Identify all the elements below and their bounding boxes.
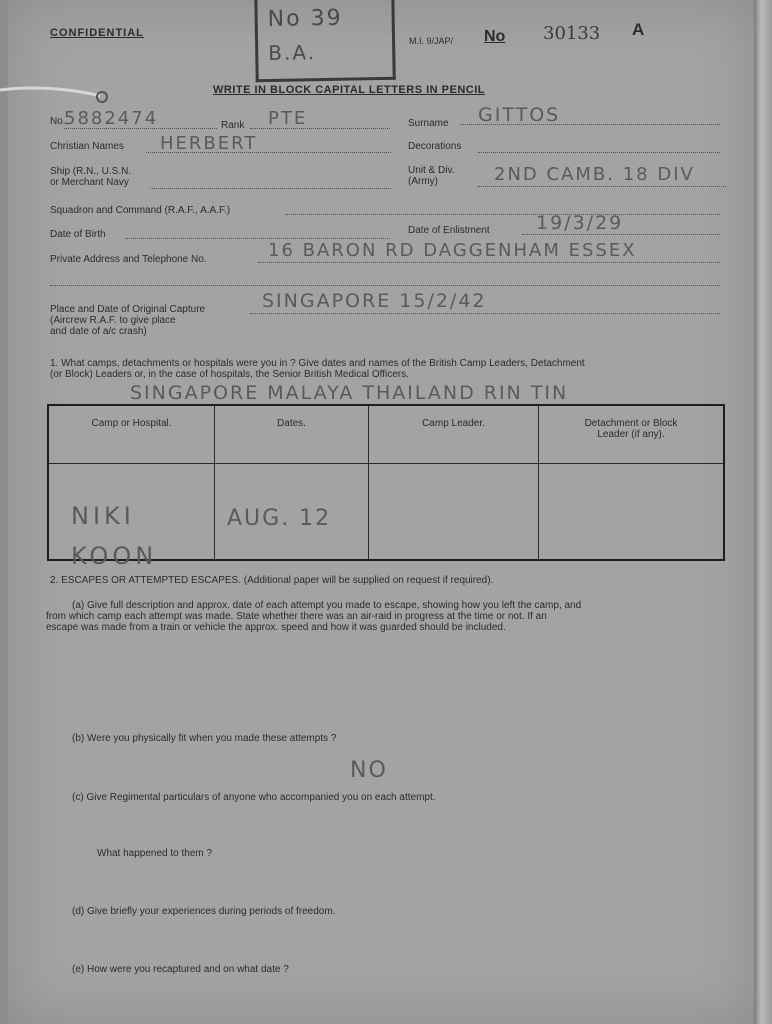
answer-b: NO [350, 758, 388, 783]
question-b: (b) Were you physically fit when you made these attempts ? [72, 733, 337, 744]
dates-cell [215, 464, 369, 561]
address-label: Private Address and Telephone No. [50, 254, 207, 265]
table-row [48, 464, 724, 561]
enlistment-value: 19/3/29 [536, 212, 624, 234]
capture-label-line2: (Aircrew R.A.F. to give place [50, 315, 176, 326]
capture-label-line1: Place and Date of Original Capture [50, 304, 206, 315]
question-a-line3: escape was made from a train or vehicle the approx. speed and how it was guarded should be included. [46, 622, 506, 633]
enlistment-label: Date of Enlistment [408, 225, 490, 236]
christian-names-value: HERBERT [160, 133, 258, 154]
camps-table-header [48, 405, 724, 464]
camp-leader-cell [369, 464, 539, 561]
camp-value: NIKI KOON [71, 502, 158, 570]
decorations-label: Decorations [408, 141, 462, 152]
col-camp: Camp or Hospital. [48, 405, 215, 464]
surname-label: Surname [408, 118, 449, 129]
question-a-line2: from which camp each attempt was made. State whether there was an air-raid in progress at the time or not. If an [46, 611, 547, 622]
question-c: (c) Give Regimental particulars of anyone who accompanied you on each attempt. [72, 792, 436, 803]
question-a-line1: (a) Give full description and approx. date of each attempt you made to escape, showing how you left the camp, and [72, 600, 582, 611]
no-label: No. [50, 116, 66, 127]
number-label: No [484, 28, 506, 45]
christian-names-label: Christian Names [50, 141, 124, 152]
rank-label: Rank [221, 120, 245, 131]
question-a [46, 600, 736, 633]
instruction-heading: WRITE IN BLOCK CAPITAL LETTERS IN PENCIL [213, 84, 485, 96]
section1-question-line2: (or Block) Leaders or, in the case of hospitals, the Senior British Medical Officers. [50, 369, 409, 380]
ship-label [50, 166, 131, 188]
section1-question-line1: 1. What camps, detachments or hospitals were you in ? Give dates and names of the British Camp Leaders, Detachment [50, 358, 585, 369]
question-d: (d) Give briefly your experiences during periods of freedom. [72, 906, 336, 917]
rank-value: PTE [268, 108, 308, 129]
dates-value: AUG. 12 [227, 506, 332, 531]
string-tie [0, 84, 110, 104]
form-suffix: A [632, 20, 645, 39]
col-camp-leader: Camp Leader. [369, 405, 539, 464]
unit-label-line2: (Army) [408, 176, 438, 187]
stamp-box [254, 0, 395, 82]
form-reference: M.I. 9/JAP/ [409, 36, 454, 46]
no-value: 5882474 [64, 108, 159, 129]
capture-label-line3: and date of a/c crash) [50, 326, 147, 337]
question-e: (e) How were you recaptured and on what date ? [72, 964, 289, 975]
surname-value: GITTOS [478, 104, 561, 126]
capture-label [50, 304, 205, 337]
ship-label-line1: Ship (R.N., U.S.N. [50, 166, 132, 177]
address-value: 16 BARON RD DAGGENHAM ESSEX [268, 240, 637, 261]
unit-label [408, 165, 455, 187]
question-c-sub: What happened to them ? [97, 848, 213, 859]
col-dates: Dates. [215, 405, 369, 464]
camp-cell [48, 464, 215, 570]
squadron-label: Squadron and Command (R.A.F., A.A.F.) [50, 205, 231, 216]
unit-value: 2ND CAMB. 18 DIV [494, 164, 695, 185]
dob-label: Date of Birth [50, 229, 106, 240]
form-number: 30133 [543, 23, 601, 44]
section1-handwritten: SINGAPORE MALAYA THAILAND RIN TIN [130, 382, 569, 404]
page-edge [754, 0, 772, 1024]
stamp-ba: B.A. [268, 40, 317, 65]
stamp-number: No 39 [267, 5, 343, 32]
ship-label-line2: or Merchant Navy [50, 177, 129, 188]
section2-heading: 2. ESCAPES OR ATTEMPTED ESCAPES. (Additional paper will be supplied on request if required). [50, 575, 494, 586]
confidential-label: CONFIDENTIAL [50, 27, 144, 39]
detachment-leader-cell [539, 464, 725, 561]
unit-label-line1: Unit & Div. [408, 165, 455, 176]
section1-question [50, 358, 740, 380]
camps-table [47, 404, 725, 570]
col-detachment-leader: Detachment or Block Leader (if any). [539, 405, 725, 464]
capture-value: SINGAPORE 15/2/42 [262, 290, 487, 312]
